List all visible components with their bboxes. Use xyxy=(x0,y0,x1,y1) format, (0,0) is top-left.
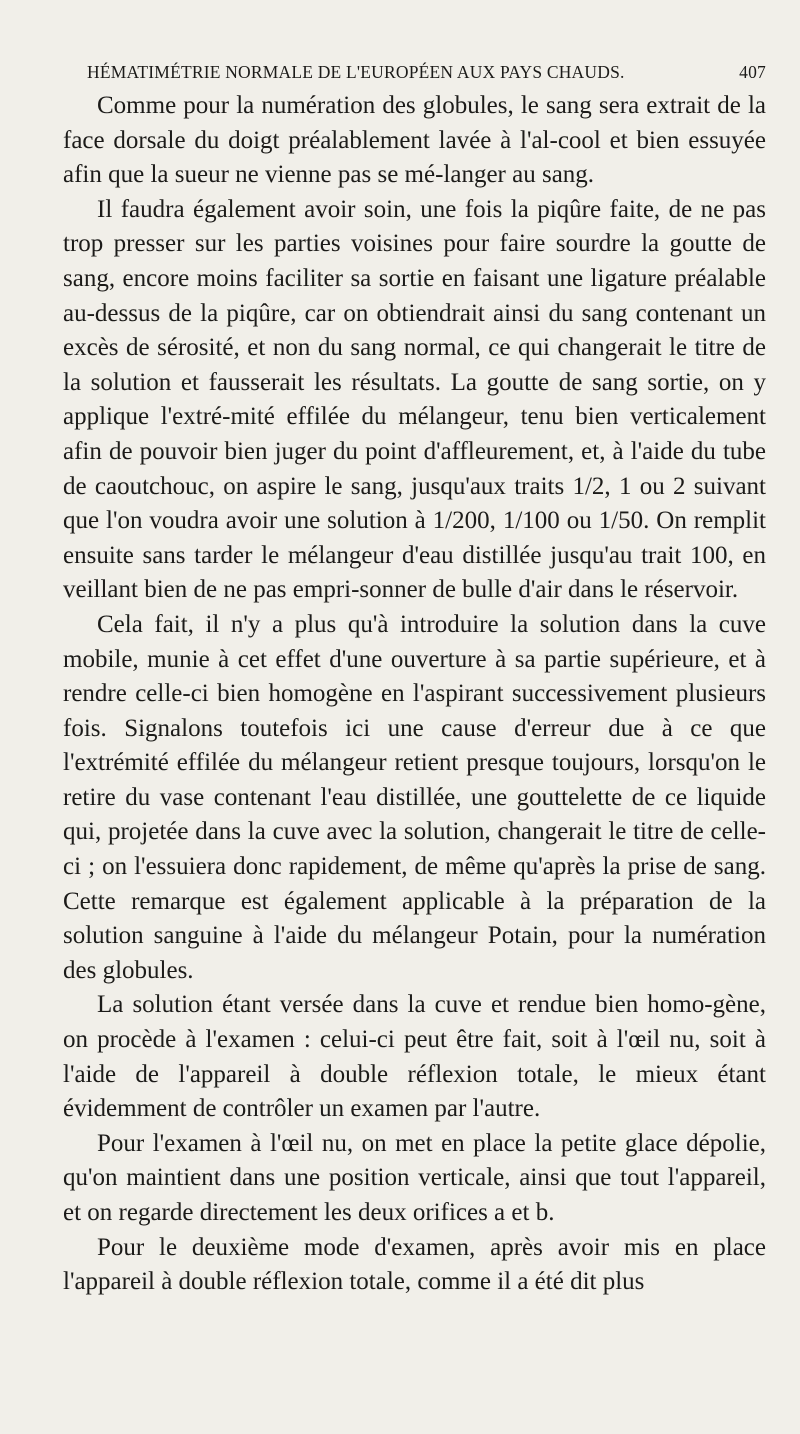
body-text xyxy=(63,89,766,1300)
paragraph: Pour l'examen à l'œil nu, on met en place la petite glace dépolie, qu'on maintient dans une position verticale, ainsi que tout l'appareil, et on regarde directement les deux orifices a et b. xyxy=(63,1129,766,1226)
paragraph: Il faudra également avoir soin, une fois la piqûre faite, de ne pas trop presser sur les parties voisines pour faire sourdre la goutte de sang, encore moins faciliter sa sortie en faisant une ligature préalable au-dessus de la piqûre, car on obtiendrait ainsi du sang contenant un excès de sérosité, et non du sang normal, ce qui changerait le titre de la solution et fausserait les résultats. La goutte de sang sortie, on y applique l'extré-mité effilée du mélangeur, tenu bien verticalement afin de pouvoir bien juger du point d'affleurement, et, à l'aide du tube de caoutchouc, on aspire le sang, jusqu'aux traits 1/2, 1 ou 2 suivant que l'on voudra avoir une solution à 1/200, 1/100 ou 1/50. On remplit ensuite sans tarder le mélangeur d'eau distillée jusqu'au trait 100, en veillant bien de ne pas empri-sonner de bulle d'air dans le réservoir. xyxy=(63,195,766,604)
page-number: 407 xyxy=(739,62,766,82)
paragraph: Comme pour la numération des globules, le sang sera extrait de la face dorsale du doigt préalablement lavée à l'al-cool et bien essuyée afin que la sueur ne vienne pas se mé-langer au sang. xyxy=(63,92,766,189)
paragraph: La solution étant versée dans la cuve et rendue bien homo-gène, on procède à l'examen : celui-ci peut être fait, soit à l'œil nu, soit à l'aide de l'appareil à double réflexion totale, le mieux étant évidemment de contrôler un examen par l'autre. xyxy=(63,991,766,1123)
paragraph: Cela fait, il n'y a plus qu'à introduire la solution dans la cuve mobile, munie à cet effet d'une ouverture à sa partie supérieure, et à rendre celle-ci bien homogène en l'aspirant successivement plusieurs fois. Signalons toutefois ici une cause d'erreur due à ce que l'extrémité effilée du mélangeur retient presque toujours, lorsqu'on le retire du vase contenant l'eau distillée, une gouttelette de ce liquide qui, projetée dans la cuve avec la solution, changerait le titre de celle-ci ; on l'essuiera donc rapidement, de même qu'après la prise de sang. Cette remarque est également applicable à la préparation de la solution sanguine à l'aide du mélangeur Potain, pour la numération des globules. xyxy=(63,610,766,984)
paragraph: Pour le deuxième mode d'examen, après avoir mis en place l'appareil à double réflexion totale, comme il a été dit plus xyxy=(63,1233,766,1296)
running-title: HÉMATIMÉTRIE NORMALE DE L'EUROPÉEN AUX PAYS CHAUDS. xyxy=(87,62,625,82)
running-header xyxy=(87,62,766,83)
